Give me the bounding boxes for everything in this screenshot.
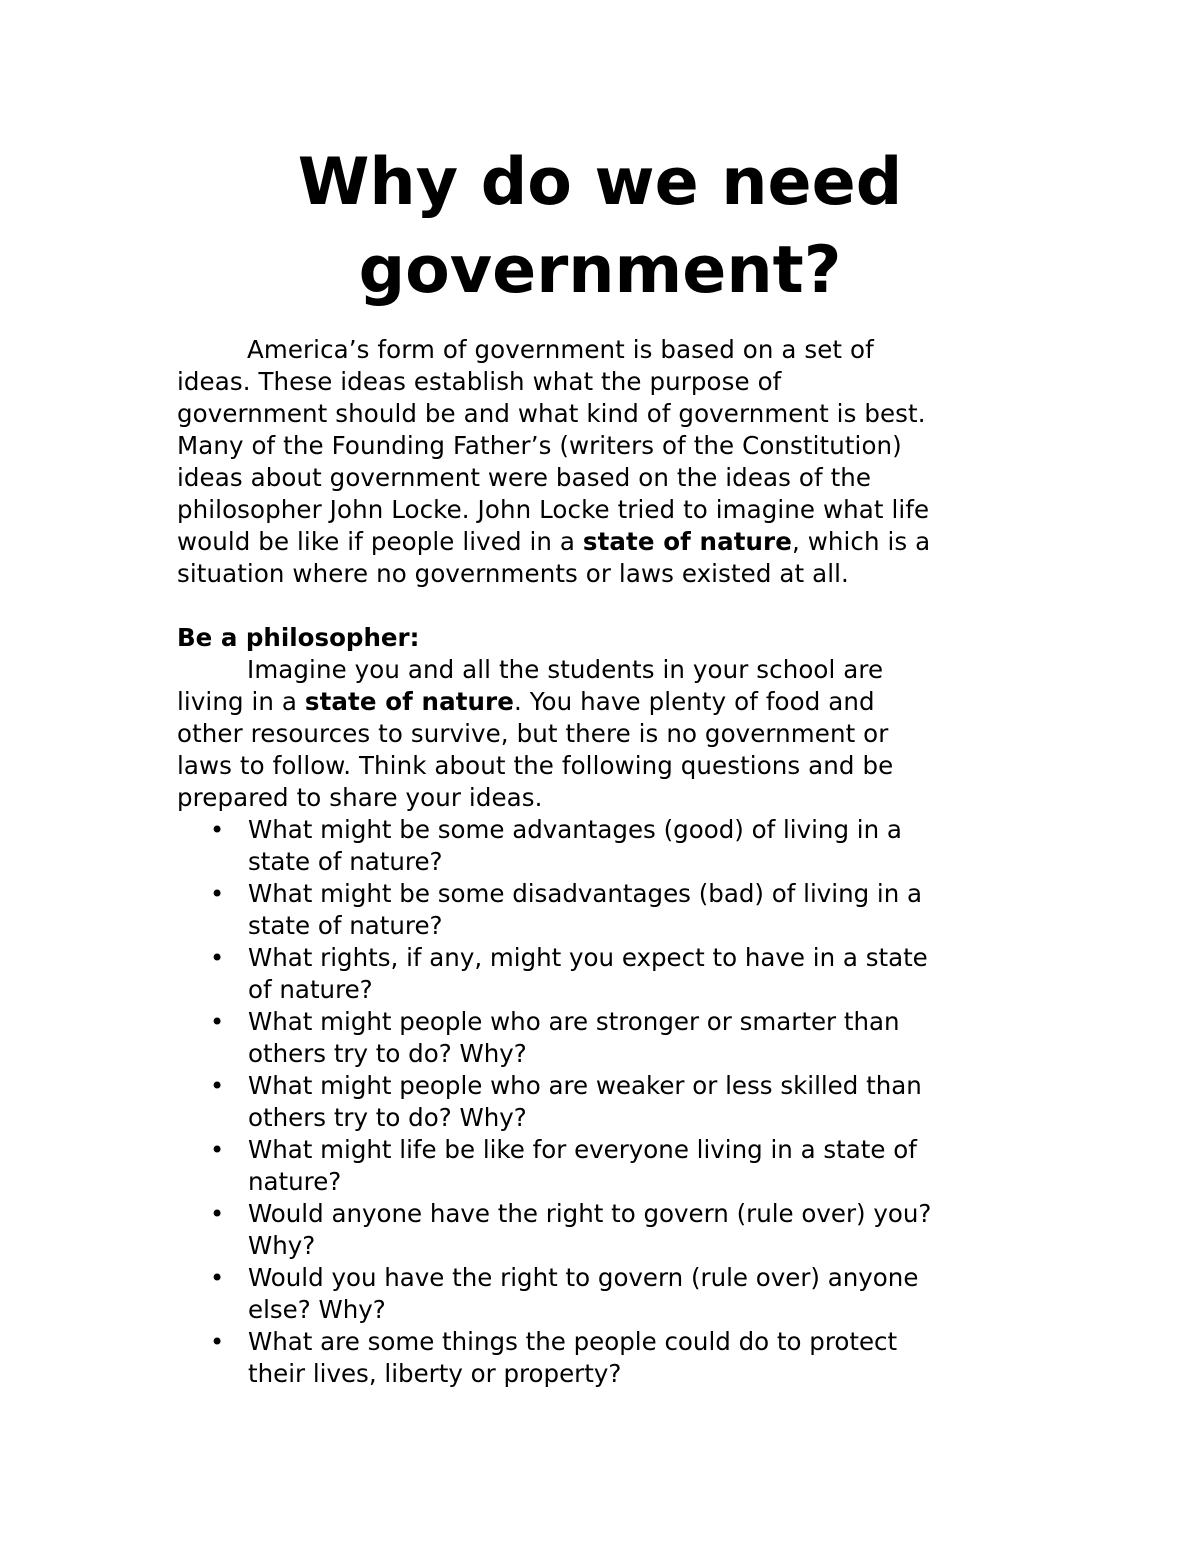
intro-line: America’s form of government is based on a set of	[247, 335, 874, 364]
bullet-icon: •	[210, 1072, 225, 1100]
list-item	[177, 1198, 1057, 1262]
key-term: state of nature	[582, 527, 792, 556]
bullet-icon: •	[210, 1136, 225, 1164]
bullet-icon: •	[210, 880, 225, 908]
question-text: What are some things the people could do to protect	[248, 1327, 898, 1356]
intro-line: situation where no governments or laws existed at all.	[177, 559, 849, 588]
list-item	[177, 814, 1057, 878]
intro-text: would be like if people lived in a	[177, 527, 583, 556]
question-text: What might life be like for everyone living in a state of	[248, 1135, 917, 1164]
intro-line: philosopher John Locke. John Locke tried to imagine what life	[177, 495, 930, 524]
key-term: state of nature	[304, 687, 514, 716]
exercise-line	[177, 686, 1037, 718]
question-text: others try to do? Why?	[248, 1103, 527, 1132]
intro-line: ideas about government were based on the ideas of the	[177, 463, 872, 492]
list-item	[177, 878, 1057, 942]
bullet-icon: •	[210, 1200, 225, 1228]
question-text: nature?	[248, 1167, 342, 1196]
list-item	[177, 942, 1057, 1006]
list-item	[177, 1006, 1057, 1070]
exercise-line: laws to follow. Think about the following questions and be	[177, 751, 894, 780]
exercise-text: . You have plenty of food and	[513, 687, 875, 716]
question-text: What rights, if any, might you expect to have in a state	[248, 943, 928, 972]
question-text: What might be some advantages (good) of living in a	[248, 815, 902, 844]
question-text: of nature?	[248, 975, 373, 1004]
question-list	[177, 814, 1057, 1390]
bullet-icon: •	[210, 816, 225, 844]
intro-paragraph	[177, 334, 1037, 590]
exercise-paragraph	[177, 654, 1037, 814]
intro-line: government should be and what kind of government is best.	[177, 399, 926, 428]
question-text: What might people who are weaker or less skilled than	[248, 1071, 922, 1100]
bullet-icon: •	[210, 1264, 225, 1292]
section-heading: Be a philosopher:	[177, 623, 420, 652]
question-text: state of nature?	[248, 847, 443, 876]
exercise-line: other resources to survive, but there is no government or	[177, 719, 889, 748]
question-text: Would you have the right to govern (rule over) anyone	[248, 1263, 919, 1292]
exercise-line: Imagine you and all the students in your school are	[247, 655, 884, 684]
page-title-line-1: Why do we need	[297, 145, 903, 220]
bullet-icon: •	[210, 944, 225, 972]
intro-text: , which is a	[791, 527, 931, 556]
question-text: What might people who are stronger or smarter than	[248, 1007, 900, 1036]
question-text: What might be some disadvantages (bad) of living in a	[248, 879, 923, 908]
bullet-icon: •	[210, 1008, 225, 1036]
page-title-line-2: government?	[358, 233, 842, 308]
list-item	[177, 1070, 1057, 1134]
question-text: Would anyone have the right to govern (rule over) you?	[248, 1199, 932, 1228]
exercise-text: living in a	[177, 687, 305, 716]
question-text: others try to do? Why?	[248, 1039, 527, 1068]
exercise-line: prepared to share your ideas.	[177, 783, 543, 812]
question-text: state of nature?	[248, 911, 443, 940]
list-item	[177, 1326, 1057, 1390]
list-item	[177, 1262, 1057, 1326]
bullet-icon: •	[210, 1328, 225, 1356]
question-text: Why?	[248, 1231, 316, 1260]
intro-line	[177, 526, 1037, 558]
question-text: their lives, liberty or property?	[248, 1359, 622, 1388]
question-text: else? Why?	[248, 1295, 386, 1324]
intro-line: Many of the Founding Father’s (writers of the Constitution)	[177, 431, 902, 460]
list-item	[177, 1134, 1057, 1198]
intro-line: ideas. These ideas establish what the purpose of	[177, 367, 782, 396]
